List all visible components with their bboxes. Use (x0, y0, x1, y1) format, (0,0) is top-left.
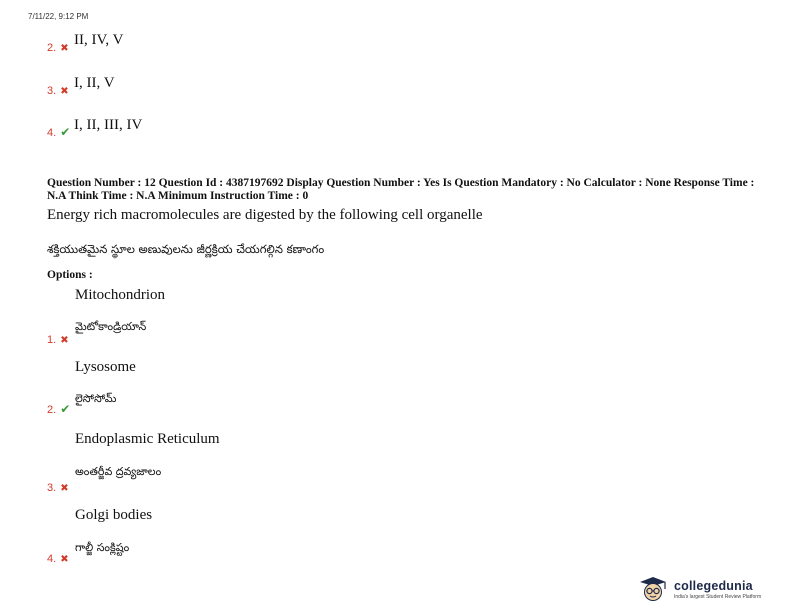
option-number: 1. (47, 334, 57, 346)
option-number: 4. (47, 553, 57, 565)
option-1-telugu: మైటోకాండ్రియాన్ (75, 320, 147, 333)
option-1 (47, 330, 69, 348)
check-icon: ✔ (60, 125, 71, 139)
cross-icon: ✖ (60, 335, 69, 346)
option-2-english: Lysosome (75, 359, 136, 375)
option-4-english: Golgi bodies (75, 507, 153, 523)
option-text: I, II, III, IV (74, 117, 143, 133)
option-text: I, II, V (74, 75, 115, 91)
cross-icon: ✖ (60, 483, 69, 494)
logo-name: collegedunia (674, 578, 753, 593)
option-number: 4. (47, 127, 57, 139)
prev-option-2 (47, 32, 124, 56)
option-1-english: Mitochondrion (75, 287, 165, 303)
options-label: Options : (47, 269, 93, 281)
option-3-english: Endoplasmic Reticulum (75, 431, 220, 447)
option-number: 3. (47, 482, 57, 494)
option-text: II, IV, V (74, 32, 124, 48)
print-timestamp: 7/11/22, 9:12 PM (28, 12, 89, 21)
option-number: 2. (47, 42, 57, 54)
option-2 (47, 400, 70, 418)
option-number: 2. (47, 404, 57, 416)
question-metadata: Question Number : 12 Question Id : 4387197692 Display Question Number : Yes Is Question Mandatory : No Calculator : None Response Time : N.A Think Time : N.A Minimum Instruction Time : 0 (47, 177, 755, 202)
option-3 (47, 478, 69, 496)
logo-tagline: India's largest Student Review Platform (674, 593, 762, 600)
cross-icon: ✖ (60, 86, 69, 97)
option-4-telugu: గాల్జీ సంక్లిష్టం (75, 541, 130, 554)
option-2-telugu: లైసోసోమ్ (75, 392, 117, 405)
prev-option-4 (47, 117, 143, 141)
option-4 (47, 549, 69, 567)
mascot-icon (636, 575, 670, 603)
prev-option-3 (47, 75, 115, 99)
check-icon: ✔ (60, 402, 71, 416)
option-number: 3. (47, 85, 57, 97)
collegedunia-logo (636, 575, 761, 603)
question-text-telugu: శక్తియుతమైన స్థూల అణువులను జీర్ణక్రియ చేయగల్గిన కణాంగం (47, 242, 325, 256)
cross-icon: ✖ (60, 43, 69, 54)
option-3-telugu: అంతర్జీవ ద్రవ్యజాలం (75, 465, 162, 478)
question-text: Energy rich macromolecules are digested by the following cell organelle (47, 207, 483, 223)
cross-icon: ✖ (60, 554, 69, 565)
